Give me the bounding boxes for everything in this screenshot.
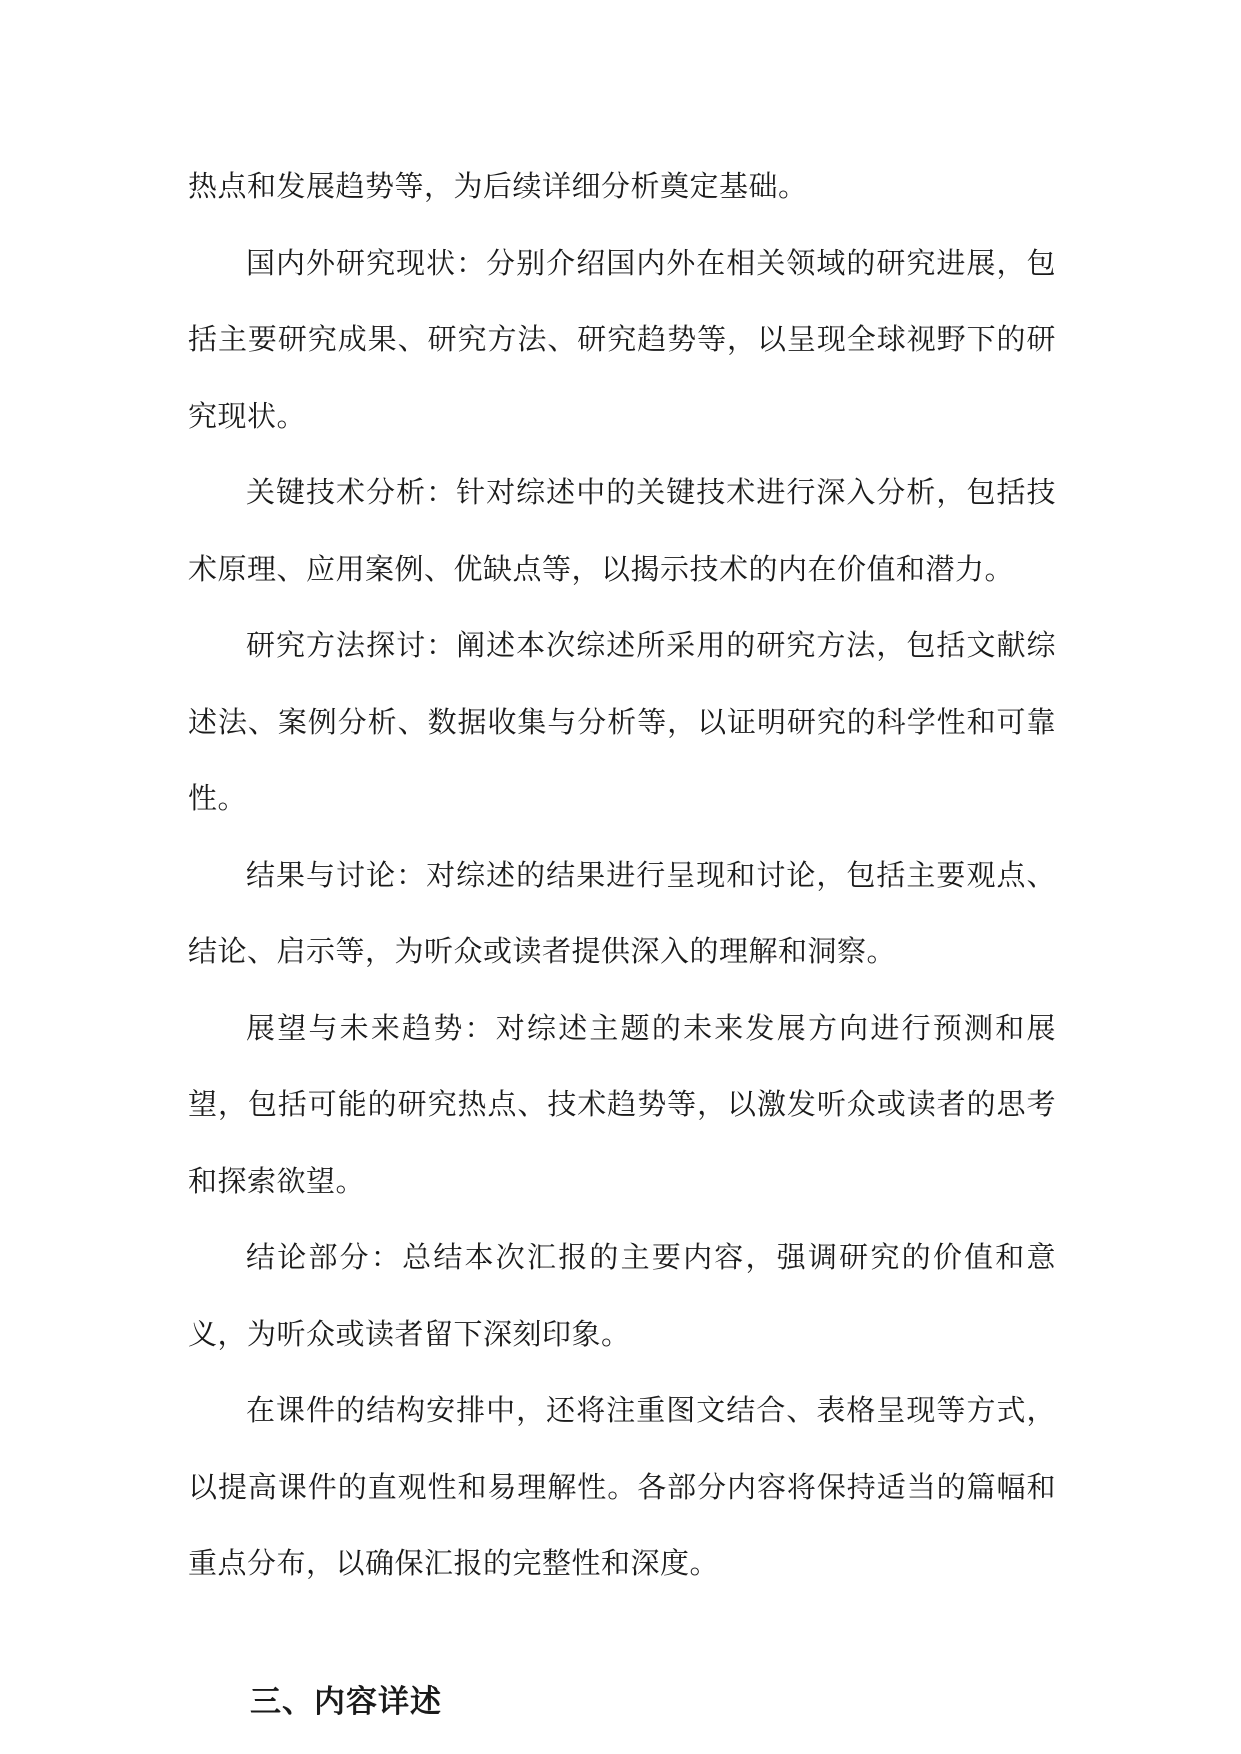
paragraph-continuation: 热点和发展趋势等，为后续详细分析奠定基础。: [188, 169, 808, 203]
paragraph-conclusion: 结论部分：总结本次汇报的主要内容，强调研究的价值和意义，为听众或读者留下深刻印象。: [188, 1240, 1056, 1351]
section-heading: 三、内容详述: [250, 1683, 442, 1720]
paragraph-key-technology-analysis: 关键技术分析：针对综述中的关键技术进行深入分析，包括技术原理、应用案例、优缺点等，以揭示技术的内在价值和潜力。: [188, 475, 1056, 586]
paragraph-domestic-foreign-research: 国内外研究现状：分别介绍国内外在相关领域的研究进展，包括主要研究成果、研究方法、研究趋势等，以呈现全球视野下的研究现状。: [188, 245, 1056, 433]
paragraph-research-methods: 研究方法探讨：阐述本次综述所采用的研究方法，包括文献综述法、案例分析、数据收集与分析等，以证明研究的科学性和可靠性。: [188, 628, 1056, 815]
paragraph-outlook-trends: 展望与未来趋势：对综述主题的未来发展方向进行预测和展望，包括可能的研究热点、技术趋势等，以激发听众或读者的思考和探索欲望。: [188, 1010, 1056, 1198]
paragraph-structure-arrangement: 在课件的结构安排中，还将注重图文结合、表格呈现等方式，以提高课件的直观性和易理解性。各部分内容将保持适当的篇幅和重点分布，以确保汇报的完整性和深度。: [188, 1393, 1056, 1580]
document-body: [188, 148, 1056, 1732]
paragraph-results-discussion: 结果与讨论：对综述的结果进行呈现和讨论，包括主要观点、结论、启示等，为听众或读者提供深入的理解和洞察。: [188, 857, 1056, 968]
